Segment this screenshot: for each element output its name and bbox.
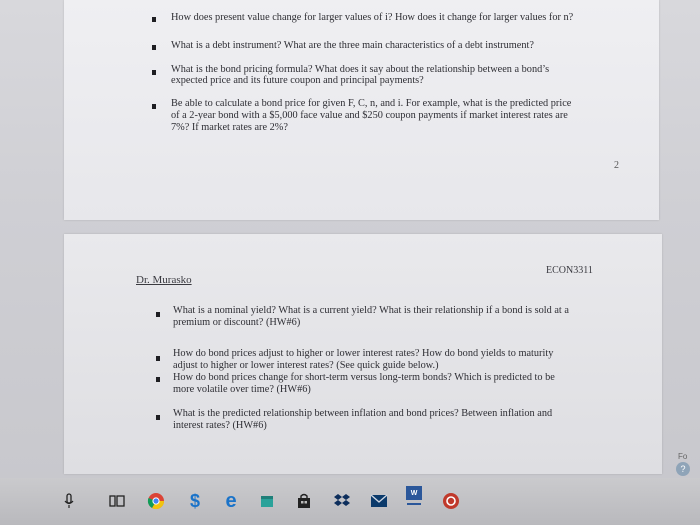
question-inflation-line1: What is the predicted relationship between inflation and bond prices? Between inflation and [173, 408, 553, 419]
question-nominal-yield-line2: premium or discount? (HW#6) [173, 317, 301, 328]
instructor-name: Dr. Murasko [136, 274, 192, 286]
question-bond-prices-adjust-line2: adjust to higher or lower interest rates? (See quick guide below.) [173, 360, 439, 371]
course-code: ECON3311 [546, 265, 593, 276]
mail-icon[interactable] [370, 492, 388, 510]
page-number: 2 [614, 160, 619, 171]
document-page-1 [64, 0, 659, 220]
corner-label: Fo [678, 452, 688, 461]
word-icon[interactable]: W [406, 486, 422, 500]
bullet [152, 45, 156, 50]
file-icon[interactable] [258, 492, 276, 510]
bullet [156, 377, 160, 382]
webex-icon[interactable] [442, 492, 460, 510]
question-bond-price-calc-line2: of a 2-year bond with a $5,000 face value and $250 coupon payments if market interest rates are [171, 110, 568, 121]
chrome-icon[interactable] [147, 492, 165, 510]
question-nominal-yield-line1: What is a nominal yield? What is a current yield? What is their relationship if a bond is sold at a [173, 305, 569, 316]
bullet [152, 17, 156, 22]
question-inflation-line2: interest rates? (HW#6) [173, 420, 267, 431]
microphone-icon[interactable] [60, 492, 78, 510]
bullet [156, 356, 160, 361]
task-view-icon[interactable] [108, 492, 126, 510]
question-bond-price-calc-line1: Be able to calculate a bond price for given F, C, n, and i. For example, what is the predicted price [171, 98, 572, 109]
question-bond-pricing-line2: expected price and its future coupon and principal payments? [171, 75, 424, 86]
bullet [152, 104, 156, 109]
active-app-indicator [407, 503, 421, 505]
question-short-long-term-line1: How do bond prices change for short-term versus long-term bonds? Which is predicted to be [173, 372, 555, 383]
bullet [156, 312, 160, 317]
edge-icon[interactable]: e [225, 489, 237, 512]
document-page-2 [64, 234, 662, 474]
bullet [152, 70, 156, 75]
question-short-long-term-line2: more volatile over time? (HW#6) [173, 384, 311, 395]
question-present-value: How does present value change for larger values of i? How does it change for larger values for n? [171, 12, 574, 23]
dropbox-icon[interactable] [333, 492, 351, 510]
question-bond-pricing-line1: What is the bond pricing formula? What does it say about the relationship between a bond’s [171, 64, 550, 75]
bullet [156, 415, 160, 420]
question-debt-instrument: What is a debt instrument? What are the three main characteristics of a debt instrument? [171, 40, 534, 51]
question-bond-prices-adjust-line1: How do bond prices adjust to higher or lower interest rates? How do bond yields to maturity [173, 348, 554, 359]
store-icon[interactable] [295, 492, 313, 510]
question-bond-price-calc-line3: 7%? If market rates are 2%? [171, 122, 288, 133]
dollar-icon[interactable]: $ [189, 490, 200, 511]
help-icon[interactable]: ? [676, 462, 690, 476]
